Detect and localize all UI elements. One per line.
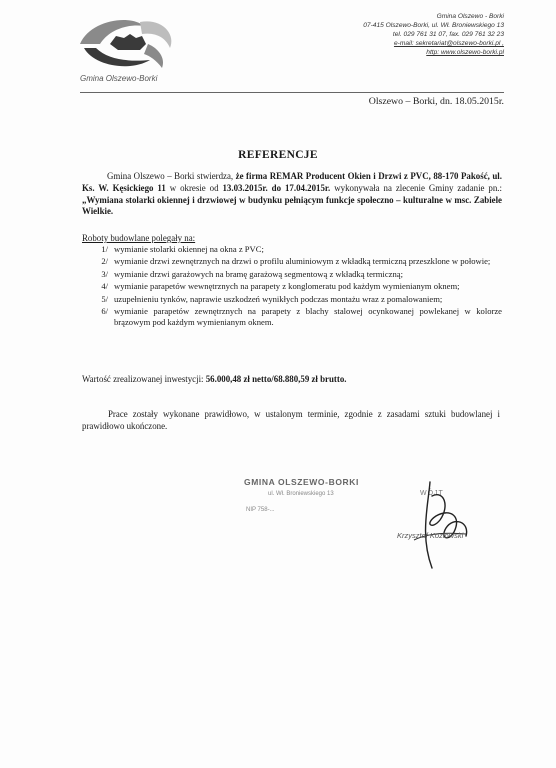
contact-line: tel. 029 761 31 07, fax. 029 761 32 23 [392, 31, 504, 38]
intro-text: w okresie od [165, 182, 223, 193]
handwritten-signature [370, 476, 510, 576]
list-item [82, 281, 502, 292]
list-item-text: wymianie parapetów wewnętrznych na parapety z konglomeratu pod każdym wymienianym oknem; [114, 281, 460, 292]
intro-text: wykonywała na zlecenie Gminy zadanie pn.: [330, 182, 502, 193]
list-item-text: wymianie drzwi zewnętrznych na drzwi o profilu aluminiowym z wkładką termiczną przeszklone w połowie; [114, 256, 491, 267]
list-item-number: 5/ [101, 293, 108, 304]
header-divider [80, 92, 504, 93]
list-item-text: wymianie stolarki okiennej na okna z PVC; [114, 244, 264, 254]
contact-line: Gmina Olszewo - Borki [436, 13, 504, 20]
list-item-number: 2/ [101, 256, 108, 267]
logo-caption: Gmina Olszewo-Borki [80, 74, 158, 83]
works-heading: Roboty budowlane polegały na: [82, 233, 196, 243]
stamp-line: GMINA OLSZEWO-BORKI [244, 477, 359, 487]
list-item [82, 269, 502, 280]
closing-text: Prace zostały wykonane prawidłowo, w ustalonym terminie, zgodnie z zasadami sztuki budowlanej i prawidłowo ukończone. [82, 409, 500, 431]
email-link[interactable]: e-mail: sekretariat@olszewo-borki.pl , [393, 40, 504, 47]
place-date: Olszewo – Borki, dn. 18.05.2015r. [368, 96, 504, 107]
website-link[interactable]: http: www.olszewo-borki.pl [426, 49, 504, 56]
intro-text: Gmina Olszewo – Borki stwierdza, [107, 171, 236, 181]
list-item-number: 3/ [101, 268, 108, 279]
list-item-text: uzupełnieniu tynków, naprawie uszkodzeń wynikłych podczas montażu wraz z pomalowaniem; [114, 293, 443, 304]
intro-dates: 13.03.2015r. do 17.04.2015r. [222, 182, 331, 193]
intro-paragraph [82, 171, 502, 218]
signature-name: Krzysztof Kozłowski [397, 531, 464, 540]
contact-block [254, 12, 504, 57]
list-item-number: 6/ [101, 306, 108, 317]
list-item [82, 244, 502, 255]
list-item-text: wymianie drzwi garażowych na bramę garażową segmentową z wkładką termiczną; [114, 268, 403, 279]
value-label: Wartość zrealizowanej inwestycji: [82, 374, 206, 384]
document-title: REFERENCJE [238, 149, 318, 161]
list-item-number: 4/ [101, 281, 108, 292]
official-stamp [240, 477, 380, 527]
list-item-number: 1/ [101, 244, 108, 254]
stamp-line: NIP 758-... [246, 507, 275, 513]
works-list [82, 244, 502, 330]
signature-title: WÓJT [420, 490, 444, 497]
contact-line: 07-415 Olszewo-Borki, ul. Wł. Broniewskiego 13 [363, 22, 504, 29]
stamp-line: ul. Wł. Broniewskiego 13 [268, 491, 334, 497]
list-item [82, 294, 502, 305]
value-amount: 56.000,48 zł netto/68.880,59 zł brutto. [205, 374, 347, 384]
intro-company: że firma REMAR Producent Okien i Drzwi z PVC, 88-170 Pakość, ul. Ks. W. Kęsickiego 11 [82, 171, 502, 193]
list-item-text: wymianie parapetów zewnętrznych na parapety z blachy stalowej ocynkowanej powlekanej w kolorze brązowym pod każdym wymienianym oknem. [114, 306, 502, 328]
investment-value [82, 374, 502, 384]
closing-paragraph [82, 409, 500, 433]
list-item [82, 256, 502, 267]
gmina-logo [70, 14, 180, 80]
list-item [82, 306, 502, 329]
intro-task-name: „Wymiana stolarki okiennej i drzwiowej w budynku pełniącym funkcje społeczno – kulturalne w msc. Zabiele Wielkie. [82, 194, 502, 217]
